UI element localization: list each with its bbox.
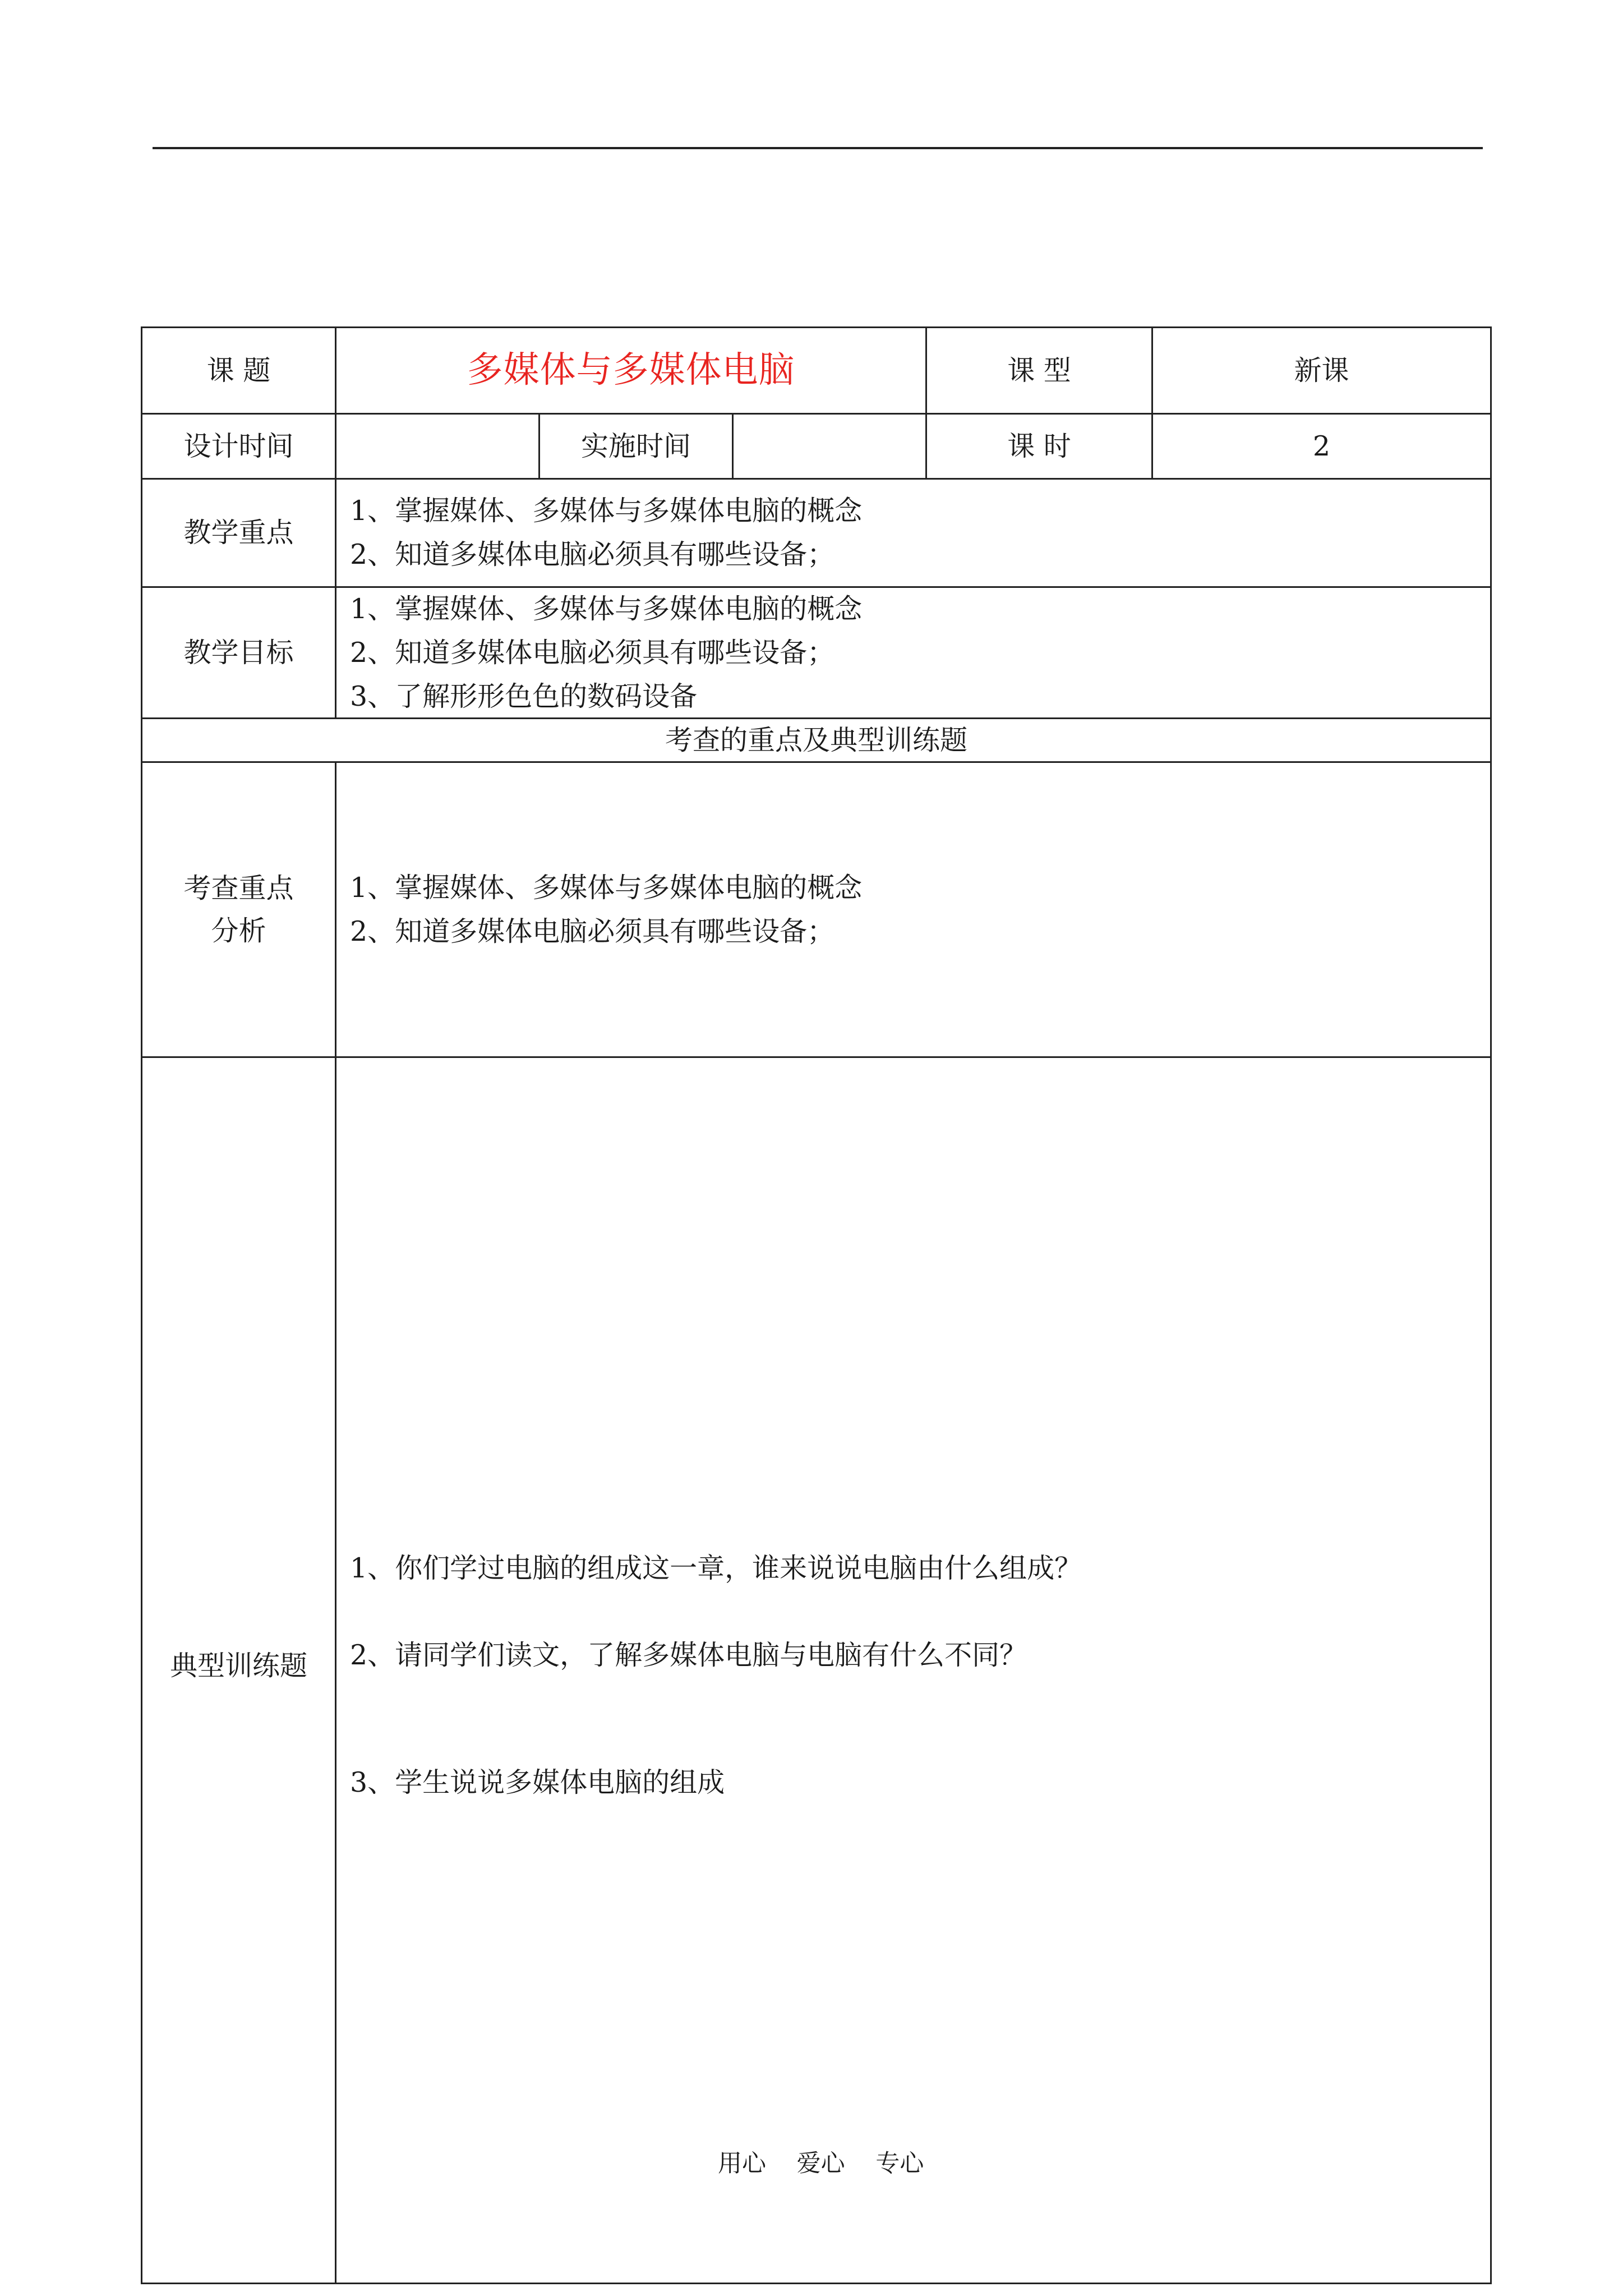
list-item: 1、掌握媒体、多媒体与多媒体电脑的概念 bbox=[350, 871, 863, 904]
exam-focus-list bbox=[350, 763, 1472, 1056]
lesson-type-label: 课 型 bbox=[1007, 354, 1071, 386]
topic-label: 课 题 bbox=[206, 354, 271, 386]
hours-value: 2 bbox=[1312, 430, 1331, 462]
exercise-item: 3、学生说说多媒体电脑的组成 bbox=[350, 1766, 725, 1798]
exam-focus-label bbox=[142, 763, 335, 1056]
list-item: 3、了解形形色色的数码设备 bbox=[350, 680, 698, 712]
list-item: 2、知道多媒体电脑必须具有哪些设备； bbox=[350, 915, 835, 947]
list-item: 2、知道多媒体电脑必须具有哪些设备； bbox=[350, 539, 835, 570]
list-item: 2、知道多媒体电脑必须具有哪些设备； bbox=[350, 636, 835, 669]
row-divider bbox=[141, 1056, 1492, 1058]
objectives-label: 教学目标 bbox=[183, 636, 294, 669]
list-item: 1、掌握媒体、多媒体与多媒体电脑的概念 bbox=[350, 495, 863, 527]
section-header: 考查的重点及典型训练题 bbox=[665, 724, 967, 756]
key-points-label: 教学重点 bbox=[183, 517, 294, 549]
footer-motto: 用心 爱心 专心 bbox=[718, 2150, 924, 2178]
list-item: 1、掌握媒体、多媒体与多媒体电脑的概念 bbox=[350, 592, 863, 625]
exam-focus-label-line: 考查重点 bbox=[183, 872, 294, 904]
impl-time-label: 实施时间 bbox=[580, 430, 691, 462]
lesson-type-value: 新课 bbox=[1294, 354, 1349, 386]
design-time-label: 设计时间 bbox=[183, 430, 294, 462]
exercise-item: 1、你们学过电脑的组成这一章，谁来说说电脑由什么组成？ bbox=[350, 1552, 1082, 1584]
exam-focus-label-line: 分析 bbox=[211, 914, 266, 947]
hours-label: 课 时 bbox=[1007, 430, 1071, 462]
exercises-label: 典型训练题 bbox=[169, 1650, 307, 1682]
key-points-list bbox=[350, 480, 1472, 586]
column-divider bbox=[335, 761, 336, 2284]
table-border-bottom bbox=[141, 2283, 1492, 2284]
exercise-item: 2、请同学们读文，了解多媒体电脑与电脑有什么不同？ bbox=[350, 1639, 1027, 1671]
design-time-value bbox=[336, 415, 538, 478]
table-border-right bbox=[1490, 326, 1492, 2284]
objectives-list bbox=[350, 588, 1472, 717]
impl-time-value bbox=[734, 415, 925, 478]
lesson-title: 多媒体与多媒体电脑 bbox=[467, 349, 795, 391]
